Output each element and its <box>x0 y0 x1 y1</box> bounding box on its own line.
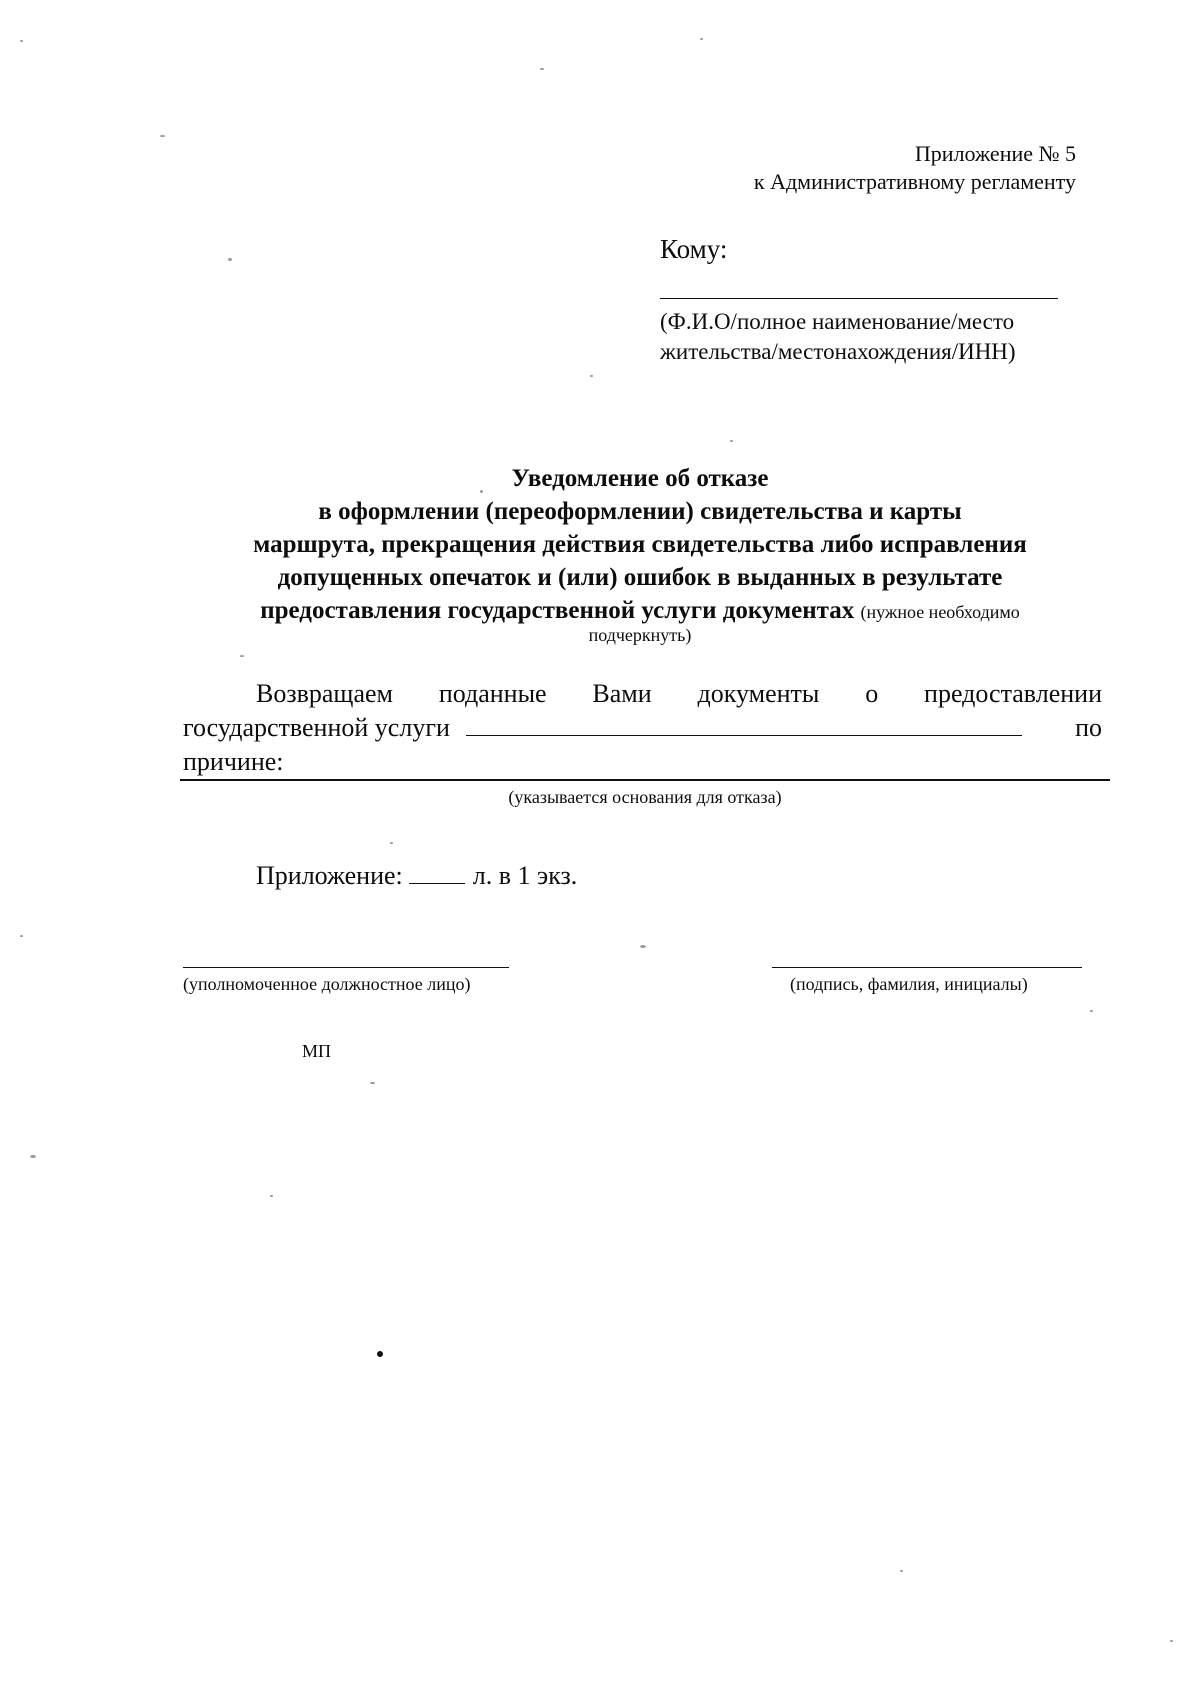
body-word-2: поданные <box>438 679 547 708</box>
scan-speck <box>370 1082 375 1084</box>
body-word-5: о <box>865 679 879 708</box>
scan-speck <box>240 655 244 657</box>
signature-fill-line[interactable] <box>772 967 1082 968</box>
official-fill-line[interactable] <box>183 967 509 968</box>
body-line-2 <box>183 712 1102 744</box>
body-line-1 <box>256 678 1102 710</box>
scan-speck <box>540 68 544 70</box>
appendix-reference: к Административному регламенту <box>753 169 1076 194</box>
scan-speck <box>30 1155 36 1158</box>
attachment-suffix: л. в 1 экз. <box>472 861 578 890</box>
title-line-2: в оформлении (переоформлении) свидетельства и карты <box>318 498 962 525</box>
addressee-note-line2: жительства/местонахождения/ИНН) <box>660 339 1016 364</box>
addressee-block <box>660 232 1060 367</box>
attachment-label: Приложение: <box>256 861 403 890</box>
title-instruction-cont: подчеркнуть) <box>588 625 692 645</box>
reason-note: (указывается основания для отказа) <box>508 787 782 807</box>
scan-speck <box>20 935 23 937</box>
body-line-2-end: по <box>1075 713 1102 742</box>
title-line-5-text: предоставления государственной услуги документах <box>260 597 855 624</box>
attachment-line <box>256 860 577 892</box>
title-line-1: Уведомление об отказе <box>511 465 769 492</box>
addressee-fill-line <box>660 298 1058 299</box>
addressee-note-line1: (Ф.И.О/полное наименование/место <box>660 309 1015 334</box>
scan-speck <box>390 842 393 844</box>
stamp-place-label: МП <box>302 1041 332 1061</box>
body-word-3: Вами <box>592 679 652 708</box>
scan-speck <box>640 945 646 948</box>
official-note: (уполномоченное должностное лицо) <box>183 974 471 994</box>
body-line-2-start: государственной услуги <box>183 713 450 742</box>
scan-speck <box>730 440 733 442</box>
addressee-note <box>660 307 1060 367</box>
scan-speck <box>1170 1640 1173 1642</box>
title-instruction: (нужное необходимо <box>860 602 1020 622</box>
scan-speck <box>480 490 483 493</box>
scan-speck <box>270 1195 273 1197</box>
reason-fill-line[interactable] <box>180 779 1110 781</box>
body-word-1: Возвращаем <box>256 679 393 708</box>
appendix-header <box>754 140 1076 196</box>
title-line-4: допущенных опечаток и (или) ошибок в выданных в результате <box>277 564 1003 591</box>
appendix-number: Приложение № 5 <box>914 141 1076 166</box>
attachment-pages-blank[interactable] <box>409 863 465 884</box>
document-title <box>190 462 1090 629</box>
scan-speck <box>1090 1010 1093 1012</box>
signature-note: (подпись, фамилия, инициалы) <box>790 974 1028 994</box>
scan-dot <box>377 1351 383 1357</box>
scan-speck <box>700 38 703 40</box>
body-word-4: документы <box>697 679 820 708</box>
scan-speck <box>20 40 23 42</box>
body-line-3: причине: <box>183 747 284 776</box>
scan-speck <box>160 135 165 137</box>
scan-speck <box>228 258 232 261</box>
body-word-6: предоставлении <box>924 679 1102 708</box>
to-label: Кому: <box>660 234 728 264</box>
scan-speck <box>900 1570 903 1572</box>
title-line-3: маршрута, прекращения действия свидетельства либо исправления <box>253 531 1027 558</box>
service-fill-line[interactable] <box>466 713 1022 736</box>
scan-speck <box>590 375 593 377</box>
